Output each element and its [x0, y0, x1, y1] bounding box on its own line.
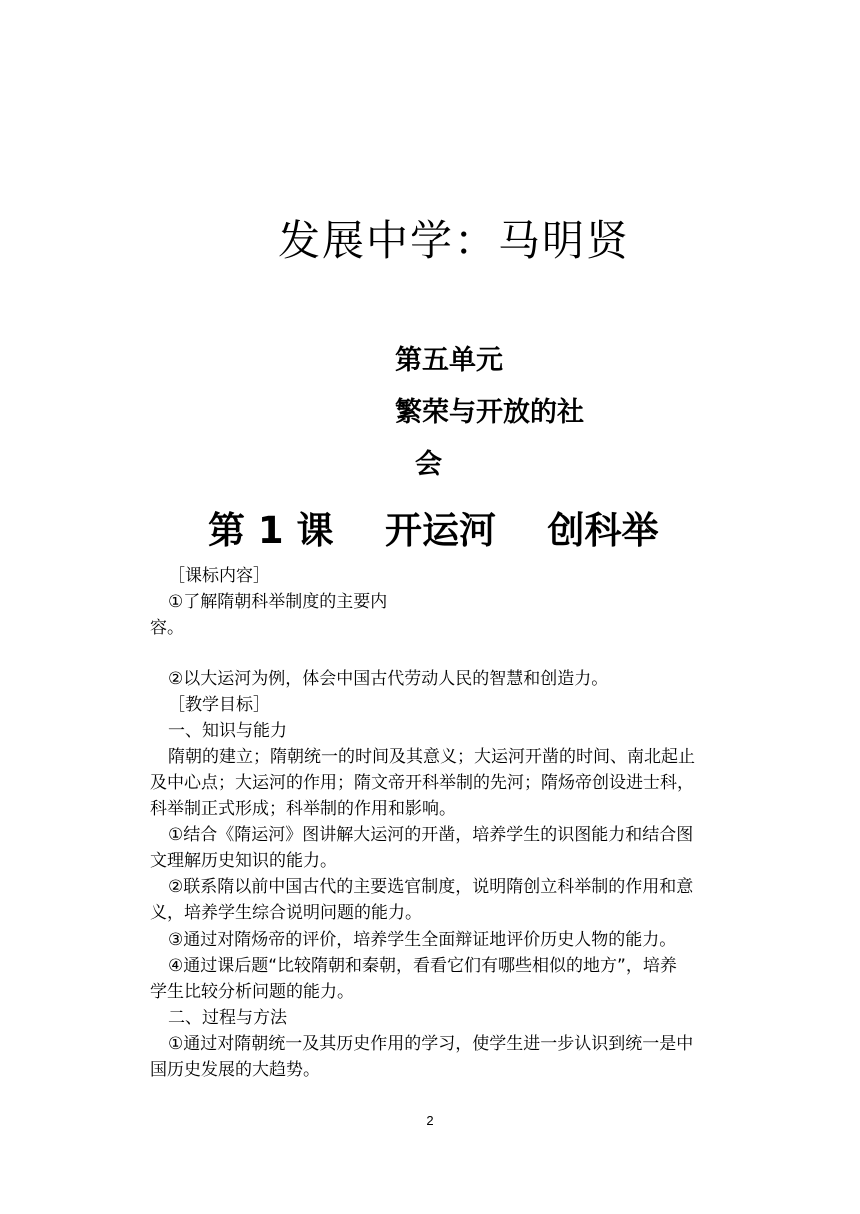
paragraph-line: ①结合《隋运河》图讲解大运河的开凿，培养学生的识图能力和结合图: [168, 825, 694, 845]
paragraph-line: ①通过对隋朝统一及其历史作用的学习，使学生进一步认识到统一是中: [168, 1034, 694, 1054]
unit-title-line2: 会: [415, 449, 442, 480]
paragraph-line: 隋朝的建立；隋朝统一的时间及其意义；大运河开凿的时间、南北起止: [168, 747, 695, 767]
paragraph-line: 容。: [150, 618, 184, 638]
lesson-title: 第 1 课 开运河 创科举: [208, 509, 659, 552]
paragraph-line: ①了解隋朝科举制度的主要内: [168, 592, 388, 612]
paragraph-line: ④通过课后题“比较隋朝和秦朝，看看它们有哪些相似的地方”，培养: [168, 956, 677, 976]
paragraph-line: 文理解历史知识的能力。: [150, 851, 337, 871]
subsection-heading: 二、过程与方法: [168, 1008, 287, 1028]
unit-title-line1: 繁荣与开放的社: [395, 397, 584, 428]
subsection-heading: 一、知识与能力: [168, 721, 287, 741]
paragraph-line: 及中心点；大运河的作用；隋文帝开科举制的先河；隋炀帝创设进士科，: [150, 773, 694, 793]
paragraph-line: 义，培养学生综合说明问题的能力。: [150, 903, 422, 923]
unit-number: 第五单元: [395, 345, 503, 376]
section-label-standards: ［课标内容］: [168, 566, 270, 586]
page-number: 2: [426, 1113, 434, 1128]
paragraph-line: ②联系隋以前中国古代的主要选官制度，说明隋创立科举制的作用和意: [168, 877, 694, 897]
section-label-goals: ［教学目标］: [168, 695, 270, 715]
paragraph-line: 国历史发展的大趋势。: [150, 1060, 320, 1080]
author-heading: 发展中学：马明贤: [277, 216, 630, 265]
paragraph-line: 学生比较分析问题的能力。: [150, 982, 354, 1002]
paragraph-line: ③通过对隋炀帝的评价，培养学生全面辩证地评价历史人物的能力。: [168, 930, 677, 950]
paragraph-line: ②以大运河为例，体会中国古代劳动人民的智慧和创造力。: [168, 669, 609, 689]
paragraph-line: 科举制正式形成；科举制的作用和影响。: [150, 799, 456, 819]
